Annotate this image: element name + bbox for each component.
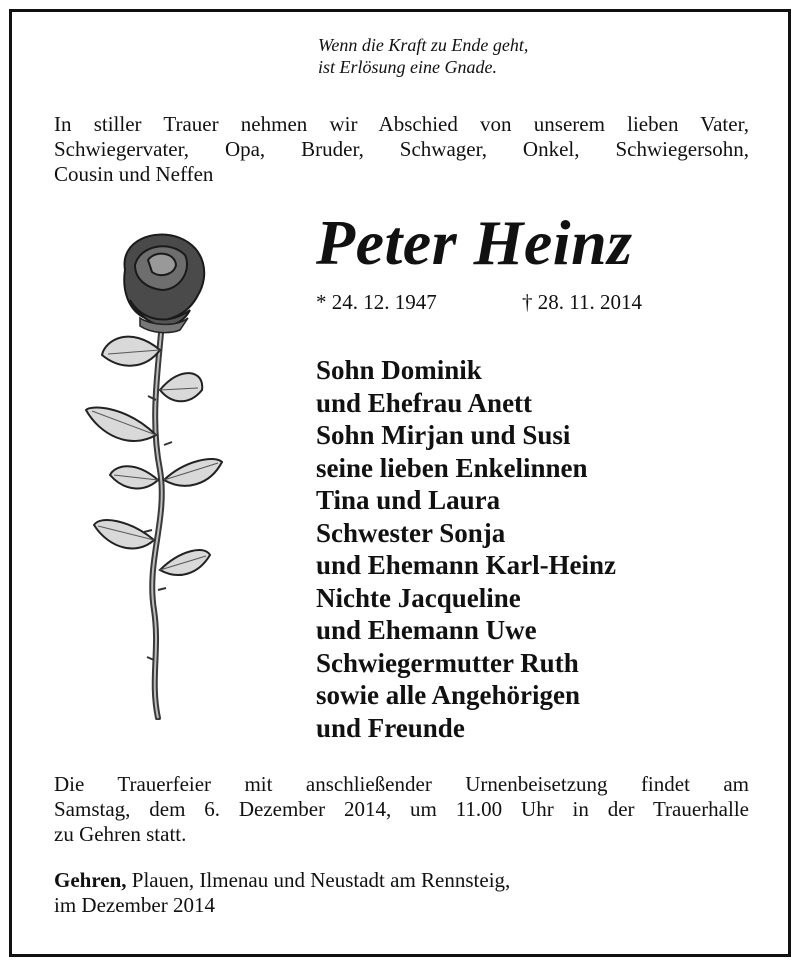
mourner-line: und Freunde bbox=[316, 712, 465, 743]
mourner-line: sowie alle Angehörigen bbox=[316, 680, 580, 710]
ceremony-line-1: Die Trauerfeier mit anschließender Urnenbeisetzung findet am bbox=[54, 772, 749, 796]
mourner-line: Schwester Sonja bbox=[316, 517, 506, 548]
place-town: Gehren, bbox=[54, 868, 127, 892]
mourner-line: Sohn Dominik bbox=[316, 355, 482, 385]
mourner-line: Schwiegermutter Ruth bbox=[316, 647, 579, 678]
deceased-name: Peter Heinz bbox=[316, 207, 633, 278]
intro-line-3: Cousin und Neffen bbox=[54, 162, 214, 186]
mourner-line: Sohn Mirjan und Susi bbox=[316, 420, 571, 450]
place-others: Plauen, Ilmenau und Neustadt am Rennsteig, bbox=[126, 868, 511, 892]
motto-line-2: ist Erlösung eine Gnade. bbox=[318, 57, 497, 77]
life-dates bbox=[316, 290, 642, 315]
place-date: im Dezember 2014 bbox=[54, 893, 215, 917]
mourner-line: und Ehemann Karl-Heinz bbox=[316, 550, 617, 580]
mourner-line: und Ehemann Uwe bbox=[316, 615, 537, 645]
rose-icon bbox=[80, 230, 230, 720]
birth-date: * 24. 12. 1947 bbox=[316, 290, 437, 314]
place-and-date bbox=[54, 868, 510, 918]
intro-line-1: In stiller Trauer nehmen wir Abschied von unserem lieben Vater, bbox=[54, 112, 749, 136]
motto bbox=[318, 34, 528, 78]
ceremony-line-2: Samstag, dem 6. Dezember 2014, um 11.00 Uhr in der Trauerhalle bbox=[54, 797, 749, 821]
ceremony-line-3: zu Gehren statt. bbox=[54, 822, 187, 846]
motto-line-1: Wenn die Kraft zu Ende geht, bbox=[318, 35, 529, 55]
mourner-line: Tina und Laura bbox=[316, 485, 501, 515]
mourner-line: und Ehefrau Anett bbox=[316, 387, 533, 418]
mourner-line: Nichte Jacqueline bbox=[316, 582, 521, 613]
intro-line-2: Schwiegervater, Opa, Bruder, Schwager, Onkel, Schwiegersohn, bbox=[54, 137, 749, 161]
intro-text bbox=[54, 112, 749, 187]
ceremony-text bbox=[54, 772, 749, 847]
death-date: † 28. 11. 2014 bbox=[522, 290, 642, 314]
mourner-line: seine lieben Enkelinnen bbox=[316, 452, 588, 483]
mourners-list bbox=[316, 354, 616, 744]
